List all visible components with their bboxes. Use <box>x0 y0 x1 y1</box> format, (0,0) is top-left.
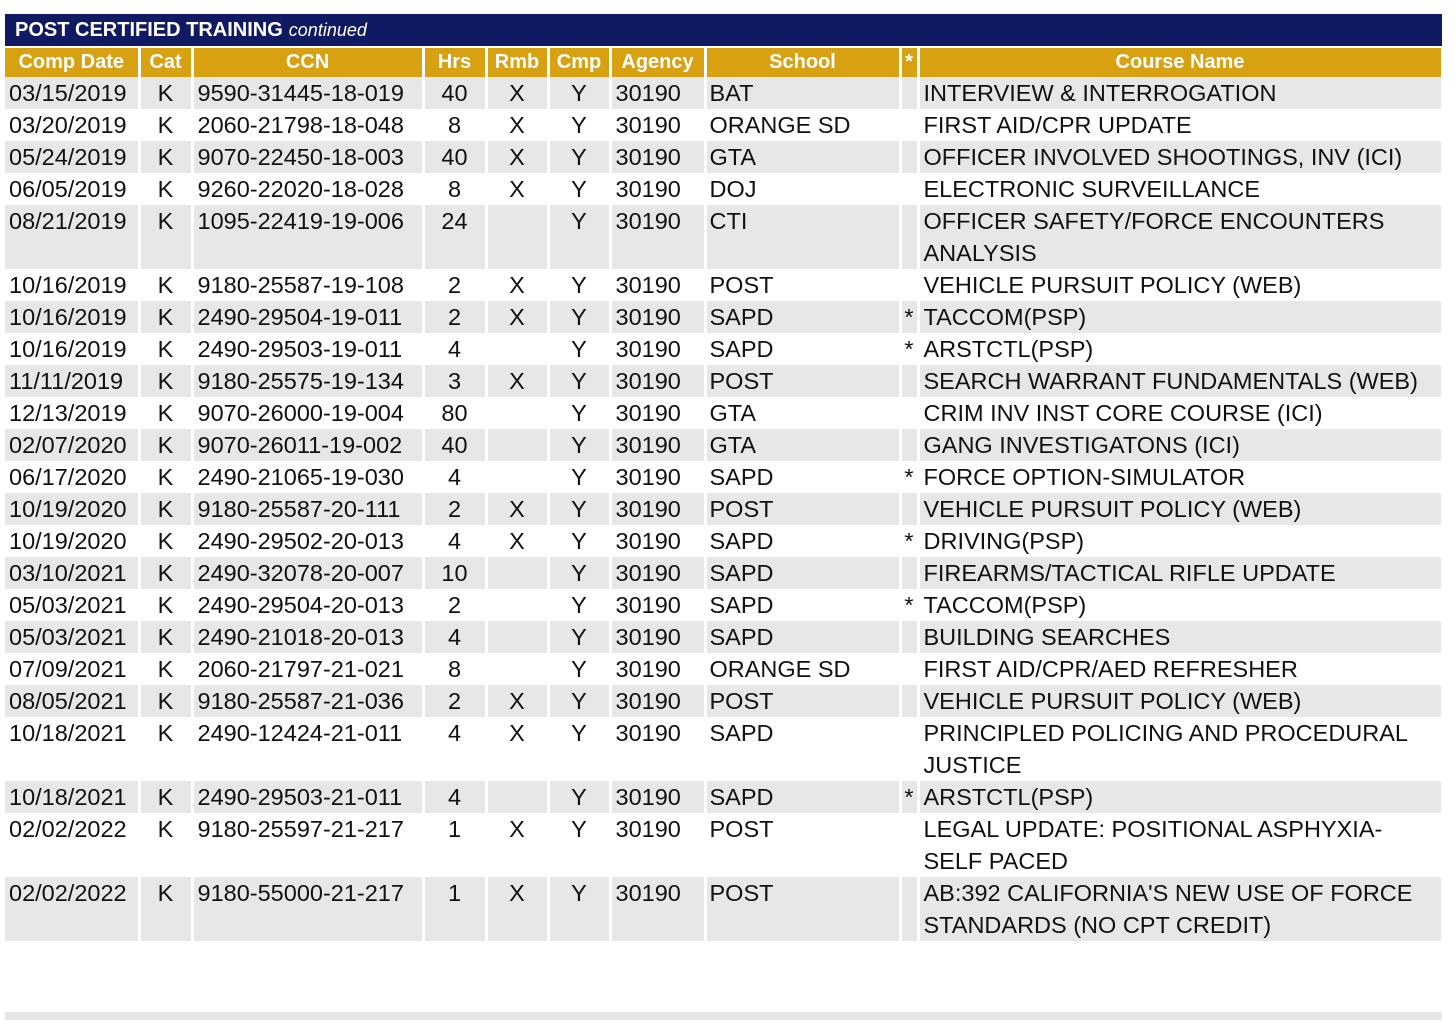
cell-course-name: TACCOM(PSP) <box>918 301 1442 333</box>
cell-star: * <box>900 781 918 813</box>
cell-comp-date: 10/18/2021 <box>5 717 139 781</box>
cell-comp-date: 03/15/2019 <box>5 77 139 109</box>
cell-star: * <box>900 301 918 333</box>
cell-agency: 30190 <box>610 557 705 589</box>
cell-course-name: LEGAL UPDATE: POSITIONAL ASPHYXIA-SELF PACED <box>918 813 1442 877</box>
cell-hrs: 40 <box>423 141 486 173</box>
cell-school: GTA <box>705 429 900 461</box>
training-table <box>5 48 1444 941</box>
cell-ccn: 2490-29502-20-013 <box>192 525 423 557</box>
cell-hrs: 4 <box>423 525 486 557</box>
cell-course-name: OFFICER INVOLVED SHOOTINGS, INV (ICI) <box>918 141 1442 173</box>
cell-course-name: ELECTRONIC SURVEILLANCE <box>918 173 1442 205</box>
cell-course-name: FIRST AID/CPR UPDATE <box>918 109 1442 141</box>
cell-school: SAPD <box>705 621 900 653</box>
cell-hrs: 2 <box>423 685 486 717</box>
table-row <box>5 557 1442 589</box>
cell-cmp: Y <box>548 205 610 269</box>
cell-cmp: Y <box>548 77 610 109</box>
cell-cmp: Y <box>548 269 610 301</box>
cell-star <box>900 365 918 397</box>
cell-star <box>900 77 918 109</box>
table-row <box>5 781 1442 813</box>
cell-hrs: 4 <box>423 781 486 813</box>
cell-cat: K <box>139 621 192 653</box>
cell-comp-date: 08/21/2019 <box>5 205 139 269</box>
cell-agency: 30190 <box>610 205 705 269</box>
training-record-sheet <box>5 14 1442 941</box>
section-subtitle: continued <box>288 19 367 40</box>
cell-ccn: 9180-25597-21-217 <box>192 813 423 877</box>
cell-ccn: 2490-32078-20-007 <box>192 557 423 589</box>
cell-hrs: 40 <box>423 429 486 461</box>
cell-hrs: 8 <box>423 109 486 141</box>
cell-comp-date: 05/03/2021 <box>5 621 139 653</box>
cell-agency: 30190 <box>610 397 705 429</box>
cell-course-name: FORCE OPTION-SIMULATOR <box>918 461 1442 493</box>
cell-course-name: AB:392 CALIFORNIA'S NEW USE OF FORCE STANDARDS (NO CPT CREDIT) <box>918 877 1442 941</box>
cell-comp-date: 10/16/2019 <box>5 333 139 365</box>
cell-school: POST <box>705 813 900 877</box>
cell-cmp: Y <box>548 653 610 685</box>
cell-course-name: PRINCIPLED POLICING AND PROCEDURAL JUSTICE <box>918 717 1442 781</box>
cell-course-name: TACCOM(PSP) <box>918 589 1442 621</box>
col-header-cmp: Cmp <box>548 48 610 77</box>
cell-ccn: 1095-22419-19-006 <box>192 205 423 269</box>
cell-star <box>900 429 918 461</box>
cell-star <box>900 653 918 685</box>
cell-agency: 30190 <box>610 621 705 653</box>
cell-agency: 30190 <box>610 77 705 109</box>
cell-hrs: 2 <box>423 589 486 621</box>
cell-school: GTA <box>705 397 900 429</box>
cell-comp-date: 10/19/2020 <box>5 525 139 557</box>
table-row <box>5 589 1442 621</box>
cell-comp-date: 03/20/2019 <box>5 109 139 141</box>
cell-star <box>900 141 918 173</box>
cell-cat: K <box>139 493 192 525</box>
cell-cat: K <box>139 301 192 333</box>
cell-school: SAPD <box>705 557 900 589</box>
cell-cmp: Y <box>548 557 610 589</box>
cell-cat: K <box>139 77 192 109</box>
cell-cmp: Y <box>548 717 610 781</box>
cell-school: BAT <box>705 77 900 109</box>
cell-course-name: ARSTCTL(PSP) <box>918 333 1442 365</box>
cell-school: POST <box>705 269 900 301</box>
cell-cat: K <box>139 589 192 621</box>
cell-cat: K <box>139 717 192 781</box>
cell-star <box>900 877 918 941</box>
cell-comp-date: 06/17/2020 <box>5 461 139 493</box>
cell-hrs: 24 <box>423 205 486 269</box>
table-row <box>5 173 1442 205</box>
cell-school: CTI <box>705 205 900 269</box>
table-row <box>5 141 1442 173</box>
cell-hrs: 2 <box>423 269 486 301</box>
cell-rmb <box>486 781 548 813</box>
cell-comp-date: 05/24/2019 <box>5 141 139 173</box>
col-header-ccn: CCN <box>192 48 423 77</box>
cell-agency: 30190 <box>610 877 705 941</box>
cell-course-name: CRIM INV INST CORE COURSE (ICI) <box>918 397 1442 429</box>
col-header-course-name: Course Name <box>918 48 1442 77</box>
cell-agency: 30190 <box>610 333 705 365</box>
cell-school: SAPD <box>705 301 900 333</box>
cell-ccn: 9070-26011-19-002 <box>192 429 423 461</box>
table-row <box>5 621 1442 653</box>
cell-agency: 30190 <box>610 301 705 333</box>
cell-cat: K <box>139 877 192 941</box>
col-header-agency: Agency <box>610 48 705 77</box>
cell-rmb: X <box>486 141 548 173</box>
cell-school: SAPD <box>705 461 900 493</box>
cell-ccn: 9180-25587-21-036 <box>192 685 423 717</box>
cell-ccn: 2490-12424-21-011 <box>192 717 423 781</box>
col-header-comp-date: Comp Date <box>5 48 139 77</box>
cell-cat: K <box>139 173 192 205</box>
cell-star <box>900 109 918 141</box>
cell-comp-date: 12/13/2019 <box>5 397 139 429</box>
cell-star: * <box>900 525 918 557</box>
cell-cat: K <box>139 653 192 685</box>
cell-agency: 30190 <box>610 461 705 493</box>
cell-school: POST <box>705 685 900 717</box>
cell-agency: 30190 <box>610 173 705 205</box>
cell-star <box>900 493 918 525</box>
table-row <box>5 333 1442 365</box>
cell-school: SAPD <box>705 717 900 781</box>
cell-star <box>900 685 918 717</box>
cell-comp-date: 10/16/2019 <box>5 269 139 301</box>
cell-course-name: OFFICER SAFETY/FORCE ENCOUNTERS ANALYSIS <box>918 205 1442 269</box>
cell-school: ORANGE SD <box>705 109 900 141</box>
cell-cat: K <box>139 269 192 301</box>
cell-cmp: Y <box>548 301 610 333</box>
cell-school: POST <box>705 877 900 941</box>
cell-agency: 30190 <box>610 781 705 813</box>
cell-cat: K <box>139 685 192 717</box>
cell-ccn: 9070-22450-18-003 <box>192 141 423 173</box>
cell-ccn: 9180-55000-21-217 <box>192 877 423 941</box>
cell-agency: 30190 <box>610 365 705 397</box>
section-title-bar <box>5 14 1442 48</box>
table-row <box>5 429 1442 461</box>
header-row <box>5 48 1442 77</box>
cell-cat: K <box>139 525 192 557</box>
cell-school: SAPD <box>705 525 900 557</box>
cell-agency: 30190 <box>610 813 705 877</box>
table-row <box>5 109 1442 141</box>
cell-course-name: SEARCH WARRANT FUNDAMENTALS (WEB) <box>918 365 1442 397</box>
bottom-divider <box>5 1012 1442 1020</box>
cell-agency: 30190 <box>610 653 705 685</box>
cell-course-name: GANG INVESTIGATONS (ICI) <box>918 429 1442 461</box>
cell-agency: 30190 <box>610 141 705 173</box>
cell-cat: K <box>139 397 192 429</box>
cell-cat: K <box>139 109 192 141</box>
cell-school: SAPD <box>705 781 900 813</box>
cell-rmb: X <box>486 717 548 781</box>
cell-cmp: Y <box>548 173 610 205</box>
cell-ccn: 9180-25587-19-108 <box>192 269 423 301</box>
cell-comp-date: 10/19/2020 <box>5 493 139 525</box>
cell-cat: K <box>139 365 192 397</box>
cell-rmb: X <box>486 685 548 717</box>
table-row <box>5 653 1442 685</box>
cell-cmp: Y <box>548 461 610 493</box>
cell-agency: 30190 <box>610 269 705 301</box>
cell-star: * <box>900 333 918 365</box>
cell-agency: 30190 <box>610 493 705 525</box>
cell-rmb: X <box>486 77 548 109</box>
cell-hrs: 4 <box>423 621 486 653</box>
cell-comp-date: 03/10/2021 <box>5 557 139 589</box>
table-row <box>5 813 1442 877</box>
cell-comp-date: 10/18/2021 <box>5 781 139 813</box>
cell-course-name: VEHICLE PURSUIT POLICY (WEB) <box>918 685 1442 717</box>
col-header-cat: Cat <box>139 48 192 77</box>
cell-school: DOJ <box>705 173 900 205</box>
cell-ccn: 9590-31445-18-019 <box>192 77 423 109</box>
cell-comp-date: 10/16/2019 <box>5 301 139 333</box>
cell-rmb: X <box>486 301 548 333</box>
cell-cat: K <box>139 813 192 877</box>
cell-cmp: Y <box>548 621 610 653</box>
cell-ccn: 9260-22020-18-028 <box>192 173 423 205</box>
cell-cat: K <box>139 429 192 461</box>
cell-rmb <box>486 589 548 621</box>
cell-agency: 30190 <box>610 109 705 141</box>
cell-star <box>900 205 918 269</box>
cell-rmb: X <box>486 365 548 397</box>
cell-star <box>900 621 918 653</box>
cell-rmb: X <box>486 493 548 525</box>
table-row <box>5 461 1442 493</box>
col-header-school: School <box>705 48 900 77</box>
cell-ccn: 2490-29503-21-011 <box>192 781 423 813</box>
cell-ccn: 2060-21797-21-021 <box>192 653 423 685</box>
cell-ccn: 2490-29504-19-011 <box>192 301 423 333</box>
cell-star: * <box>900 589 918 621</box>
cell-cmp: Y <box>548 589 610 621</box>
cell-cat: K <box>139 781 192 813</box>
cell-course-name: BUILDING SEARCHES <box>918 621 1442 653</box>
cell-rmb: X <box>486 813 548 877</box>
cell-star: * <box>900 461 918 493</box>
cell-school: POST <box>705 365 900 397</box>
cell-rmb: X <box>486 525 548 557</box>
cell-course-name: DRIVING(PSP) <box>918 525 1442 557</box>
cell-cmp: Y <box>548 333 610 365</box>
cell-rmb <box>486 557 548 589</box>
cell-hrs: 3 <box>423 365 486 397</box>
cell-cmp: Y <box>548 109 610 141</box>
cell-hrs: 40 <box>423 77 486 109</box>
cell-rmb <box>486 461 548 493</box>
cell-hrs: 80 <box>423 397 486 429</box>
cell-hrs: 1 <box>423 877 486 941</box>
cell-ccn: 9180-25575-19-134 <box>192 365 423 397</box>
table-row <box>5 877 1442 941</box>
cell-course-name: FIREARMS/TACTICAL RIFLE UPDATE <box>918 557 1442 589</box>
cell-hrs: 8 <box>423 173 486 205</box>
cell-comp-date: 05/03/2021 <box>5 589 139 621</box>
cell-rmb: X <box>486 173 548 205</box>
cell-agency: 30190 <box>610 589 705 621</box>
cell-school: SAPD <box>705 589 900 621</box>
table-row <box>5 205 1442 269</box>
cell-rmb <box>486 205 548 269</box>
cell-cmp: Y <box>548 141 610 173</box>
cell-rmb <box>486 333 548 365</box>
cell-comp-date: 07/09/2021 <box>5 653 139 685</box>
cell-cmp: Y <box>548 365 610 397</box>
cell-school: ORANGE SD <box>705 653 900 685</box>
cell-school: SAPD <box>705 333 900 365</box>
cell-rmb <box>486 653 548 685</box>
cell-hrs: 2 <box>423 493 486 525</box>
table-row <box>5 717 1442 781</box>
cell-ccn: 2490-21065-19-030 <box>192 461 423 493</box>
cell-course-name: FIRST AID/CPR/AED REFRESHER <box>918 653 1442 685</box>
cell-agency: 30190 <box>610 525 705 557</box>
table-row <box>5 301 1442 333</box>
table-row <box>5 269 1442 301</box>
cell-comp-date: 02/07/2020 <box>5 429 139 461</box>
cell-cmp: Y <box>548 397 610 429</box>
cell-agency: 30190 <box>610 717 705 781</box>
cell-school: POST <box>705 493 900 525</box>
table-row <box>5 365 1442 397</box>
cell-hrs: 10 <box>423 557 486 589</box>
cell-cat: K <box>139 333 192 365</box>
cell-school: GTA <box>705 141 900 173</box>
cell-cmp: Y <box>548 813 610 877</box>
table-row <box>5 77 1442 109</box>
table-row <box>5 525 1442 557</box>
cell-ccn: 2490-29504-20-013 <box>192 589 423 621</box>
cell-rmb: X <box>486 877 548 941</box>
cell-ccn: 9180-25587-20-111 <box>192 493 423 525</box>
cell-rmb: X <box>486 269 548 301</box>
cell-cmp: Y <box>548 877 610 941</box>
cell-ccn: 9070-26000-19-004 <box>192 397 423 429</box>
cell-rmb <box>486 397 548 429</box>
table-row <box>5 493 1442 525</box>
cell-star <box>900 173 918 205</box>
cell-cmp: Y <box>548 525 610 557</box>
table-row <box>5 685 1442 717</box>
cell-star <box>900 813 918 877</box>
cell-star <box>900 717 918 781</box>
cell-ccn: 2490-21018-20-013 <box>192 621 423 653</box>
cell-agency: 30190 <box>610 429 705 461</box>
cell-course-name: VEHICLE PURSUIT POLICY (WEB) <box>918 493 1442 525</box>
cell-rmb <box>486 621 548 653</box>
cell-hrs: 2 <box>423 301 486 333</box>
cell-hrs: 4 <box>423 717 486 781</box>
cell-cat: K <box>139 141 192 173</box>
cell-ccn: 2490-29503-19-011 <box>192 333 423 365</box>
cell-rmb: X <box>486 109 548 141</box>
cell-comp-date: 08/05/2021 <box>5 685 139 717</box>
cell-hrs: 1 <box>423 813 486 877</box>
cell-ccn: 2060-21798-18-048 <box>192 109 423 141</box>
col-header-star: * <box>900 48 918 77</box>
col-header-hrs: Hrs <box>423 48 486 77</box>
cell-course-name: ARSTCTL(PSP) <box>918 781 1442 813</box>
cell-comp-date: 02/02/2022 <box>5 813 139 877</box>
cell-course-name: INTERVIEW & INTERROGATION <box>918 77 1442 109</box>
cell-course-name: VEHICLE PURSUIT POLICY (WEB) <box>918 269 1442 301</box>
table-row <box>5 397 1442 429</box>
cell-hrs: 4 <box>423 461 486 493</box>
cell-star <box>900 557 918 589</box>
cell-cat: K <box>139 205 192 269</box>
cell-agency: 30190 <box>610 685 705 717</box>
cell-rmb <box>486 429 548 461</box>
cell-cmp: Y <box>548 429 610 461</box>
cell-cmp: Y <box>548 493 610 525</box>
col-header-rmb: Rmb <box>486 48 548 77</box>
cell-comp-date: 02/02/2022 <box>5 877 139 941</box>
cell-hrs: 8 <box>423 653 486 685</box>
cell-comp-date: 06/05/2019 <box>5 173 139 205</box>
cell-star <box>900 397 918 429</box>
cell-cat: K <box>139 461 192 493</box>
cell-star <box>900 269 918 301</box>
cell-cmp: Y <box>548 685 610 717</box>
section-title: POST CERTIFIED TRAINING <box>15 18 283 41</box>
cell-hrs: 4 <box>423 333 486 365</box>
cell-cat: K <box>139 557 192 589</box>
cell-cmp: Y <box>548 781 610 813</box>
cell-comp-date: 11/11/2019 <box>5 365 139 397</box>
